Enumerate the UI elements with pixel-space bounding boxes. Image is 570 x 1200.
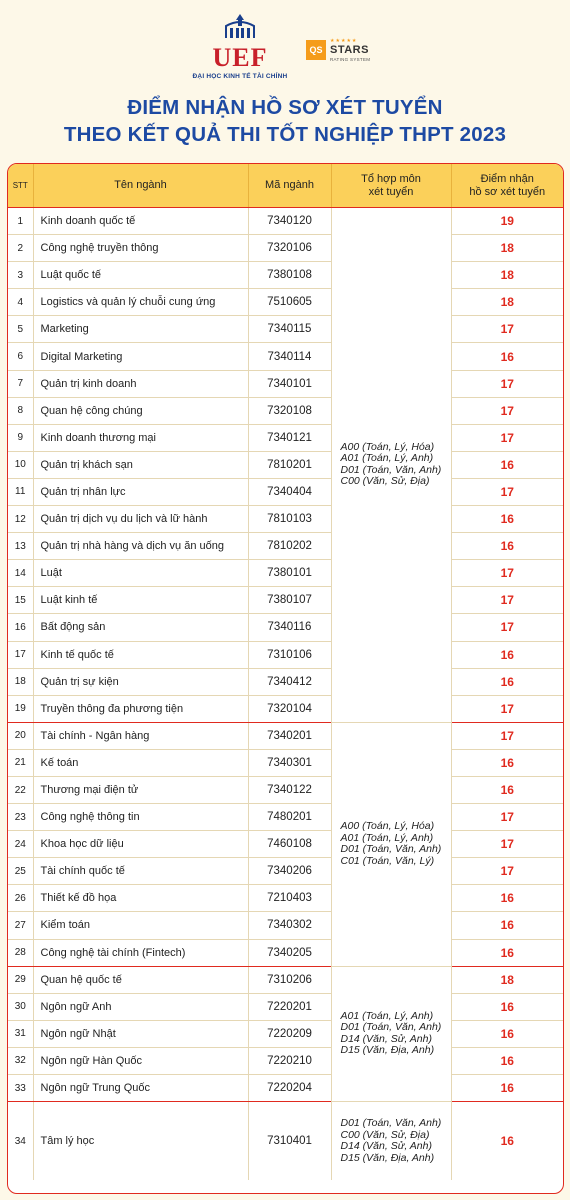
row-major-name: Logistics và quản lý chuỗi cung ứng	[33, 289, 248, 316]
row-major-name: Bất động sản	[33, 614, 248, 641]
row-major-name: Quản trị nhà hàng và dịch vụ ăn uống	[33, 533, 248, 560]
table-row	[8, 560, 563, 587]
header-combo-line1: Tổ hợp môn	[361, 172, 421, 185]
row-score: 16	[451, 641, 563, 668]
row-major-name: Truyền thông đa phương tiện	[33, 695, 248, 722]
row-major-code: 7810202	[248, 533, 331, 560]
row-score: 17	[451, 370, 563, 397]
header-score	[451, 164, 563, 208]
row-major-code: 7340121	[248, 424, 331, 451]
row-stt: 10	[8, 451, 33, 478]
row-score: 17	[451, 614, 563, 641]
row-stt: 3	[8, 262, 33, 289]
row-score: 16	[451, 1020, 563, 1047]
qs-rating-label: RATING SYSTEM	[330, 56, 371, 62]
qs-rating-stars-icon: ★★★★★	[330, 37, 358, 44]
row-major-name: Quản trị khách sạn	[33, 451, 248, 478]
row-stt: 1	[8, 208, 33, 235]
row-stt: 13	[8, 533, 33, 560]
row-score: 17	[451, 587, 563, 614]
row-stt: 7	[8, 370, 33, 397]
row-stt: 23	[8, 804, 33, 831]
subject-combo-item: A01 (Toán, Lý, Anh)	[340, 1009, 434, 1022]
table-row	[8, 533, 563, 560]
row-stt: 9	[8, 424, 33, 451]
row-score: 16	[451, 1047, 563, 1074]
row-stt: 11	[8, 478, 33, 505]
row-stt: 12	[8, 506, 33, 533]
table-row	[8, 993, 563, 1020]
table-row	[8, 1075, 563, 1102]
table-row	[8, 749, 563, 776]
row-stt: 27	[8, 912, 33, 939]
row-score: 16	[451, 343, 563, 370]
row-stt: 32	[8, 1047, 33, 1074]
table-row	[8, 1047, 563, 1074]
row-major-name: Quản trị nhân lực	[33, 478, 248, 505]
row-major-name: Quản trị kinh doanh	[33, 370, 248, 397]
subject-combo-item: D14 (Văn, Sử, Anh)	[340, 1140, 432, 1153]
row-score: 19	[451, 208, 563, 235]
row-major-name: Marketing	[33, 316, 248, 343]
row-major-code: 7340201	[248, 722, 331, 749]
table-row	[8, 289, 563, 316]
row-stt: 24	[8, 831, 33, 858]
row-major-name: Kế toán	[33, 749, 248, 776]
row-score: 18	[451, 262, 563, 289]
table-row	[8, 1020, 563, 1047]
row-major-code: 7810103	[248, 506, 331, 533]
subject-combo-item: D14 (Văn, Sử, Anh)	[340, 1032, 432, 1045]
table-header-row	[8, 164, 563, 208]
row-major-code: 7340116	[248, 614, 331, 641]
table-row	[8, 858, 563, 885]
row-score: 16	[451, 451, 563, 478]
row-stt: 18	[8, 668, 33, 695]
row-major-name: Ngôn ngữ Nhật	[33, 1020, 248, 1047]
row-major-name: Ngôn ngữ Anh	[33, 993, 248, 1020]
subject-combo-item: A00 (Toán, Lý, Hóa)	[340, 820, 435, 833]
row-major-name: Thiết kế đồ họa	[33, 885, 248, 912]
row-major-code: 7480201	[248, 804, 331, 831]
table-row	[8, 506, 563, 533]
row-major-code: 7340412	[248, 668, 331, 695]
row-stt: 30	[8, 993, 33, 1020]
row-stt: 6	[8, 343, 33, 370]
page-title-line1: ĐIỂM NHẬN HỒ SƠ XÉT TUYỂN	[127, 96, 443, 119]
row-major-code: 7220209	[248, 1020, 331, 1047]
row-major-code: 7340120	[248, 208, 331, 235]
row-major-name: Quan hệ công chúng	[33, 397, 248, 424]
table-row	[8, 776, 563, 803]
row-score: 17	[451, 560, 563, 587]
row-score: 16	[451, 668, 563, 695]
subject-combo-item: C00 (Văn, Sử, Địa)	[340, 1128, 430, 1141]
uef-subtitle: ĐẠI HỌC KINH TẾ TÀI CHÍNH	[192, 73, 288, 80]
row-stt: 34	[8, 1102, 33, 1181]
table-row	[8, 966, 563, 993]
table-row	[8, 397, 563, 424]
row-major-name: Quan hệ quốc tế	[33, 966, 248, 993]
row-major-name: Quản trị dịch vụ du lịch và lữ hành	[33, 506, 248, 533]
row-major-name: Luật kinh tế	[33, 587, 248, 614]
table-row	[8, 831, 563, 858]
row-major-name: Kinh doanh quốc tế	[33, 208, 248, 235]
row-major-code: 7320104	[248, 695, 331, 722]
uef-wordmark: UEF	[212, 43, 268, 72]
row-major-code: 7310401	[248, 1102, 331, 1181]
row-major-name: Luật	[33, 560, 248, 587]
table-row	[8, 235, 563, 262]
row-stt: 28	[8, 939, 33, 966]
subject-combo-cell	[331, 1102, 451, 1181]
table-row	[8, 451, 563, 478]
row-major-code: 7340122	[248, 776, 331, 803]
row-stt: 33	[8, 1075, 33, 1102]
subject-combo-item: C01 (Toán, Văn, Lý)	[340, 854, 435, 867]
row-major-code: 7320106	[248, 235, 331, 262]
row-stt: 29	[8, 966, 33, 993]
row-stt: 26	[8, 885, 33, 912]
row-major-code: 7310206	[248, 966, 331, 993]
row-score: 16	[451, 939, 563, 966]
row-score: 17	[451, 478, 563, 505]
row-major-code: 7380107	[248, 587, 331, 614]
subject-combo-item: D15 (Văn, Địa, Anh)	[340, 1044, 435, 1057]
row-major-code: 7340114	[248, 343, 331, 370]
row-stt: 31	[8, 1020, 33, 1047]
header-combo	[331, 164, 451, 208]
subject-combo-item: D01 (Toán, Văn, Anh)	[340, 1021, 442, 1034]
table-row	[8, 722, 563, 749]
row-score: 17	[451, 831, 563, 858]
row-stt: 8	[8, 397, 33, 424]
subject-combo-item: A00 (Toán, Lý, Hóa)	[340, 440, 435, 453]
admission-table-container	[7, 163, 564, 1194]
row-stt: 17	[8, 641, 33, 668]
row-stt: 19	[8, 695, 33, 722]
row-major-code: 7340101	[248, 370, 331, 397]
row-major-code: 7460108	[248, 831, 331, 858]
row-major-name: Tài chính quốc tế	[33, 858, 248, 885]
table-row	[8, 695, 563, 722]
row-stt: 16	[8, 614, 33, 641]
admission-table	[8, 164, 563, 1180]
row-major-name: Công nghệ thông tin	[33, 804, 248, 831]
qs-stars-label: STARS	[330, 43, 369, 56]
row-score: 16	[451, 776, 563, 803]
row-stt: 5	[8, 316, 33, 343]
row-major-name: Ngôn ngữ Trung Quốc	[33, 1075, 248, 1102]
row-score: 17	[451, 316, 563, 343]
row-major-name: Tài chính - Ngân hàng	[33, 722, 248, 749]
row-major-name: Quản trị sự kiện	[33, 668, 248, 695]
subject-combo-item: D15 (Văn, Địa, Anh)	[340, 1151, 435, 1164]
row-stt: 21	[8, 749, 33, 776]
row-major-code: 7510605	[248, 289, 331, 316]
qs-badge: QS	[306, 40, 326, 60]
row-major-code: 7340115	[248, 316, 331, 343]
table-row	[8, 912, 563, 939]
row-score: 16	[451, 533, 563, 560]
row-stt: 15	[8, 587, 33, 614]
table-row	[8, 262, 563, 289]
row-major-code: 7340206	[248, 858, 331, 885]
header-code: Mã ngành	[248, 164, 331, 208]
table-row	[8, 478, 563, 505]
row-major-name: Công nghệ truyền thông	[33, 235, 248, 262]
row-score: 17	[451, 722, 563, 749]
table-row	[8, 316, 563, 343]
table-row	[8, 641, 563, 668]
row-major-code: 7340302	[248, 912, 331, 939]
table-row	[8, 939, 563, 966]
row-major-name: Digital Marketing	[33, 343, 248, 370]
header-stt: STT	[8, 164, 33, 208]
row-major-code: 7320108	[248, 397, 331, 424]
row-major-name: Kinh doanh thương mại	[33, 424, 248, 451]
row-score: 18	[451, 289, 563, 316]
subject-combo-item: D01 (Toán, Văn, Anh)	[340, 843, 442, 856]
row-score: 16	[451, 912, 563, 939]
row-score: 16	[451, 506, 563, 533]
header-combo-line2: xét tuyển	[368, 185, 414, 198]
subject-combo-item: D01 (Toán, Văn, Anh)	[340, 1117, 442, 1130]
table-row	[8, 370, 563, 397]
table-row	[8, 343, 563, 370]
table-row	[8, 804, 563, 831]
row-major-name: Khoa học dữ liệu	[33, 831, 248, 858]
row-score: 17	[451, 695, 563, 722]
table-row	[8, 208, 563, 235]
row-stt: 14	[8, 560, 33, 587]
subject-combo-cell	[331, 722, 451, 966]
header-score-line1: Điểm nhận	[480, 172, 534, 185]
row-major-name: Thương mại điện tử	[33, 776, 248, 803]
row-major-name: Công nghệ tài chính (Fintech)	[33, 939, 248, 966]
row-major-code: 7220204	[248, 1075, 331, 1102]
building-emblem-icon	[220, 12, 260, 40]
subject-combo-item: D01 (Toán, Văn, Anh)	[340, 463, 442, 476]
row-major-code: 7810201	[248, 451, 331, 478]
table-row	[8, 668, 563, 695]
row-score: 16	[451, 885, 563, 912]
subject-combo-item: A01 (Toán, Lý, Anh)	[340, 831, 434, 844]
subject-combo-cell	[331, 208, 451, 723]
row-major-code: 7220201	[248, 993, 331, 1020]
row-stt: 20	[8, 722, 33, 749]
qs-stars-logo	[306, 38, 370, 62]
row-score: 18	[451, 966, 563, 993]
row-major-code: 7210403	[248, 885, 331, 912]
row-score: 16	[451, 749, 563, 776]
header-name: Tên ngành	[33, 164, 248, 208]
row-major-code: 7380101	[248, 560, 331, 587]
row-score: 18	[451, 235, 563, 262]
row-major-code: 7340205	[248, 939, 331, 966]
table-row	[8, 614, 563, 641]
header-score-line2: hồ sơ xét tuyển	[469, 185, 546, 198]
row-major-name: Kinh tế quốc tế	[33, 641, 248, 668]
row-major-code: 7310106	[248, 641, 331, 668]
page-title-line2: THEO KẾT QUẢ THI TỐT NGHIỆP THPT 2023	[63, 123, 507, 146]
subject-combo-cell	[331, 966, 451, 1101]
row-major-name: Kiểm toán	[33, 912, 248, 939]
table-body	[8, 208, 563, 1181]
row-major-code: 7380108	[248, 262, 331, 289]
subject-combo-item: C00 (Văn, Sử, Địa)	[340, 475, 430, 488]
row-score: 17	[451, 397, 563, 424]
row-major-name: Tâm lý học	[33, 1102, 248, 1181]
row-score: 17	[451, 804, 563, 831]
table-row	[8, 885, 563, 912]
table-row	[8, 1102, 563, 1181]
page-header	[0, 0, 570, 160]
row-score: 17	[451, 424, 563, 451]
table-row	[8, 587, 563, 614]
row-major-code: 7340404	[248, 478, 331, 505]
table-row	[8, 424, 563, 451]
row-major-name: Ngôn ngữ Hàn Quốc	[33, 1047, 248, 1074]
subject-combo-item: A01 (Toán, Lý, Anh)	[340, 452, 434, 465]
row-stt: 2	[8, 235, 33, 262]
row-score: 17	[451, 858, 563, 885]
row-score: 16	[451, 993, 563, 1020]
uef-logo	[190, 12, 290, 86]
row-major-code: 7220210	[248, 1047, 331, 1074]
row-stt: 22	[8, 776, 33, 803]
row-score: 16	[500, 1134, 514, 1149]
row-score: 16	[451, 1075, 563, 1102]
row-stt: 25	[8, 858, 33, 885]
row-stt: 4	[8, 289, 33, 316]
row-major-name: Luật quốc tế	[33, 262, 248, 289]
row-major-code: 7340301	[248, 749, 331, 776]
